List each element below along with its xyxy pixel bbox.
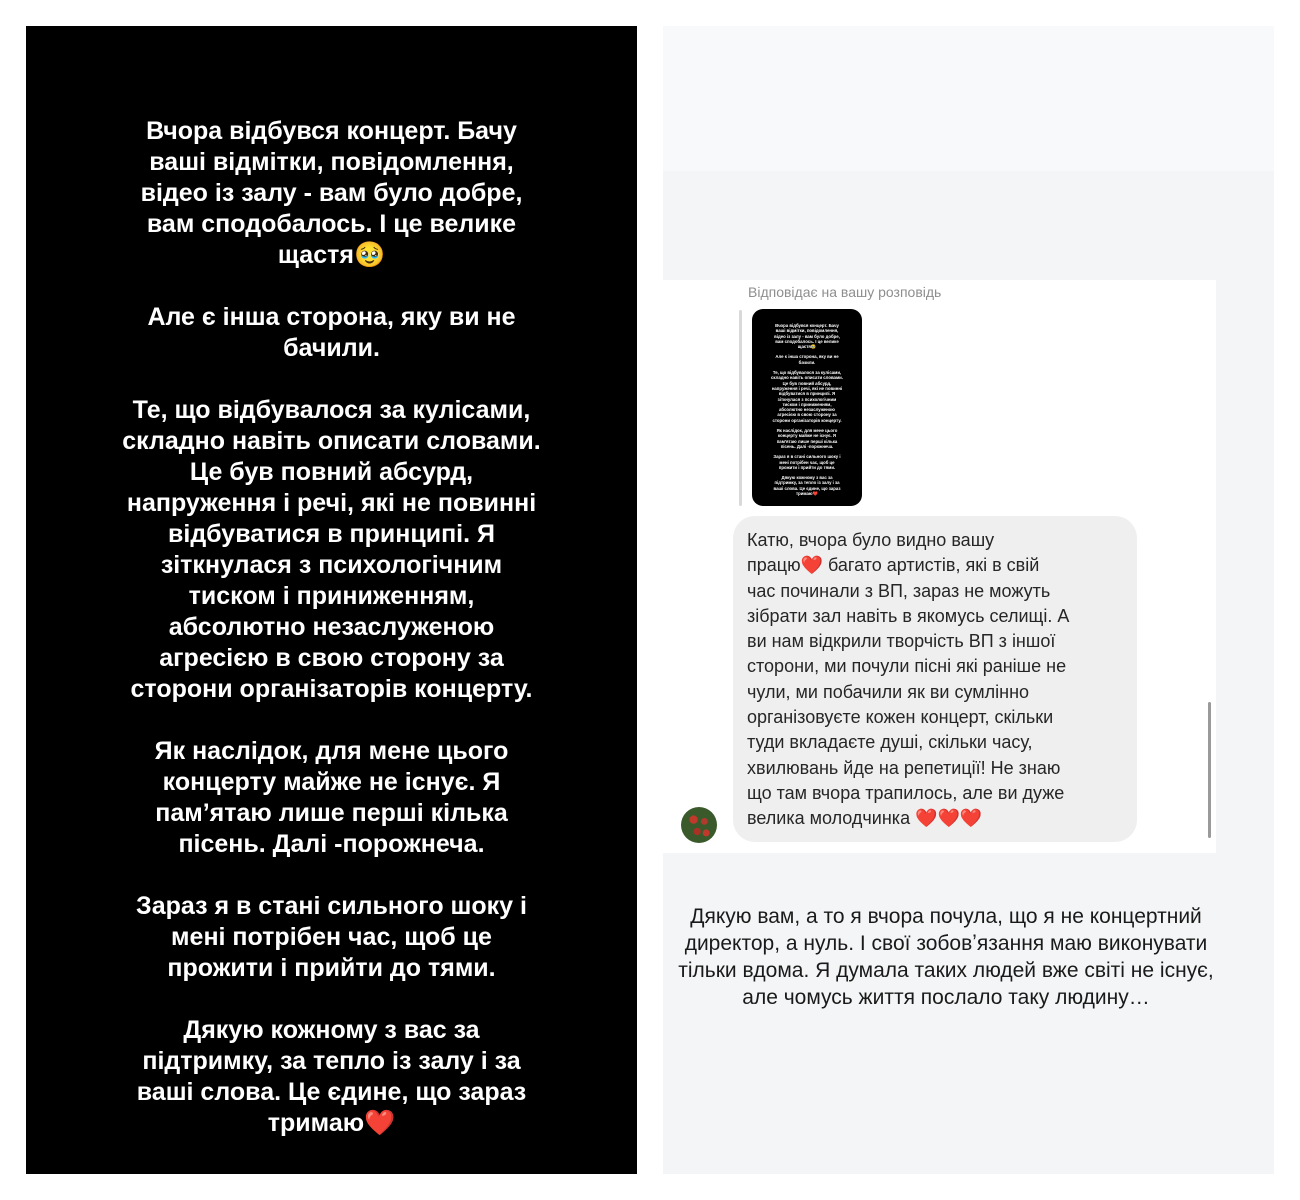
thumbnail-paragraph-1: Вчора відбувся концерт. Бачу ваші відмітки, повідомлення, відео із залу - вам було добре, вам сподобалось. І це велике щастя🥹 bbox=[774, 323, 840, 350]
thumbnail-text bbox=[760, 323, 854, 501]
thumbnail-paragraph-3: Те, що відбувалося за кулісами, складно навіть описати словами. Це був повний абсурд, напруження і речі, які не повинні відбуватися в принципі. Я зіткнулася з психологічним тиском і приниженням, абсолютно незаслуженою агресією в свою сторону за сторони організаторів концерту. bbox=[771, 370, 843, 423]
thumbnail-paragraph-6: Дякую кожному з вас за підтримку, за тепло із залу і за ваші слова. Це єдине, що зараз тримаю❤️ bbox=[773, 475, 841, 497]
story-paragraph-6: Дякую кожному з вас за підтримку, за тепло із залу і за ваші слова. Це єдине, що зараз тримаю❤️ bbox=[136, 1016, 527, 1137]
direct-message-screenshot bbox=[663, 26, 1274, 1174]
message-text: Катю, вчора було видно вашу працю❤️ багато артистів, які в свій час починали з ВП, зараз не можуть зібрати зал навіть в якомусь селищі. А ви нам відкрили творчість ВП з іншої сторони, ми почули пісні які раніше не чули, ми побачили як ви сумлінно організовуєте кожен концерт, скільки туди вкладаєте душі, скільки часу, хвилювань йде на репетиції! Не знаю що там вчора трапилось, але ви дуже велика молодчинка ❤️❤️❤️ bbox=[747, 530, 1070, 829]
reply-indicator-bar bbox=[739, 310, 742, 506]
caption-text: Дякую вам, а то я вчора почула, що я не концертний директор, а нуль. І свої зобовʼязання маю виконувати тільки вдома. Я думала таких людей вже світі не існує, але чомусь життя послало таку людину… bbox=[678, 905, 1214, 1009]
message-bubble[interactable] bbox=[733, 516, 1137, 842]
story-paragraph-3: Те, що відбувалося за кулісами, складно навіть описати словами. Це був повний абсурд, напруження і речі, які не повинні відбуватися в принципі. Я зіткнулася з психологічним тиском і приниженням, абсолютно незаслуженою агресією в свою сторону за сторони організаторів концерту. bbox=[122, 396, 541, 703]
story-paragraph-1: Вчора відбувся концерт. Бачу ваші відмітки, повідомлення, відео із залу - вам було добре, вам сподобалось. І це велике щастя🥹 bbox=[140, 117, 523, 269]
story-reply-label: Відповідає на вашу розповідь bbox=[748, 284, 942, 300]
story-paragraph-5: Зараз я в стані сильного шоку і мені потрібен час, щоб це прожити і прийти до тями. bbox=[136, 892, 527, 982]
thumbnail-paragraph-4: Як наслідок, для мене цього концерту майже не існує. Я пам’ятаю лише перші кілька пісень. Далі -порожнеча. bbox=[776, 428, 838, 449]
replied-story-thumbnail[interactable] bbox=[752, 309, 862, 506]
thumbnail-paragraph-2: Але є інша сторона, яку ви не бачили. bbox=[775, 354, 839, 365]
thumbnail-paragraph-5: Зараз я в стані сильного шоку і мені потрібен час, щоб це прожити і прийти до тями. bbox=[773, 454, 841, 470]
top-blank-area bbox=[663, 26, 1274, 171]
story-screenshot bbox=[26, 26, 637, 1174]
sender-avatar[interactable] bbox=[681, 807, 717, 843]
story-paragraph-4: Як наслідок, для мене цього концерту майже не існує. Я пам’ятаю лише перші кілька пісень. Далі -порожнеча. bbox=[154, 737, 509, 858]
story-paragraph-2: Але є інша сторона, яку ви не бачили. bbox=[147, 303, 516, 362]
story-text bbox=[66, 116, 597, 1139]
scrollbar[interactable] bbox=[1208, 702, 1211, 838]
